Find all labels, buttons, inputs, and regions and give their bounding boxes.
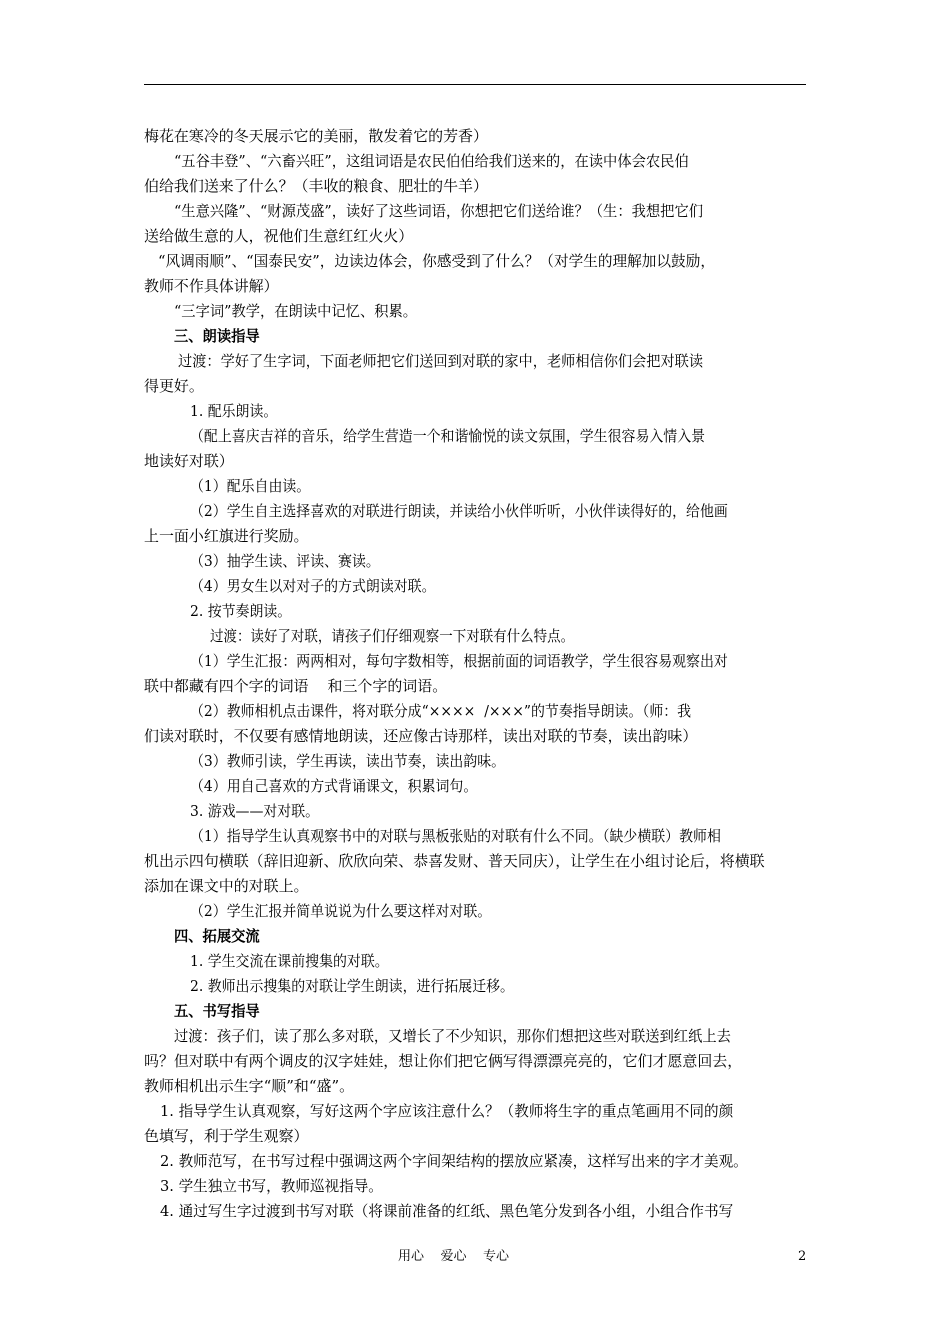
text-line: 过渡：孩子们，读了那么多对联，又增长了不少知识，那你们想把这些对联送到红纸上去: [174, 1027, 731, 1045]
text-line: 4. 通过写生字过渡到书写对联（将课前准备的红纸、黑色笔分发到各小组，小组合作书写: [160, 1202, 734, 1220]
text-line: （2）教师相机点击课件，将对联分成“×××× /×××”的节奏指导朗读。（师：我: [190, 702, 692, 720]
text-line: 1. 配乐朗读。: [190, 402, 278, 420]
text-line: （1）学生汇报：两两相对，每句字数相等，根据前面的词语教学，学生很容易观察出对: [190, 652, 728, 670]
section-heading: 三、朗读指导: [174, 327, 260, 345]
header-rule: [144, 84, 806, 85]
text-line: 2. 教师出示搜集的对联让学生朗读，进行拓展迁移。: [190, 977, 514, 995]
text-line: （1）指导学生认真观察书中的对联与黑板张贴的对联有什么不同。（缺少横联）教师相: [190, 827, 721, 845]
text-line: （4）男女生以对对子的方式朗读对联。: [190, 577, 436, 595]
text-line: （2）学生汇报并简单说说为什么要这样对对联。: [190, 902, 492, 920]
text-line: 上一面小红旗进行奖励。: [144, 527, 309, 545]
text-line: 梅花在寒冷的冬天展示它的美丽，散发着它的芳香）: [144, 127, 488, 145]
text-line: 们读对联时，不仅要有感情地朗读，还应像古诗那样，读出对联的节奏，读出韵味）: [144, 727, 698, 745]
text-line: 色填写，利于学生观察）: [144, 1127, 309, 1145]
text-line: （4）用自己喜欢的方式背诵课文，积累词句。: [190, 777, 478, 795]
text-line: 1. 学生交流在课前搜集的对联。: [190, 952, 389, 970]
text-line: 地读好对联）: [144, 452, 234, 470]
text-line: （3）抽学生读、评读、赛读。: [190, 552, 380, 570]
text-line: 联中都藏有四个字的词语 和三个字的词语。: [144, 677, 448, 695]
text-line: 过渡：读好了对联，请孩子们仔细观察一下对联有什么特点。: [210, 627, 575, 645]
text-line: 3. 游戏——对对联。: [190, 802, 320, 820]
text-line: “五谷丰登”、“六畜兴旺”，这组词语是农民伯伯给我们送来的，在读中体会农民伯: [174, 152, 689, 170]
page-number: 2: [798, 1249, 807, 1264]
text-line: 机出示四句横联（辞旧迎新、欣欣向荣、恭喜发财、普天同庆），让学生在小组讨论后，将横联: [144, 852, 765, 870]
text-line: 送给做生意的人，祝他们生意红红火火）: [144, 227, 414, 245]
text-line: （3）教师引读，学生再读，读出节奏，读出韵味。: [190, 752, 506, 770]
text-line: （配上喜庆吉祥的音乐，给学生营造一个和谐愉悦的读文氛围，学生很容易入情入景: [190, 427, 706, 445]
section-heading: 四、拓展交流: [174, 927, 260, 945]
text-line: 教师相机出示生字“顺”和“盛”。: [144, 1077, 355, 1095]
text-line: “风调雨顺”、“国泰民安”，边读边体会，你感受到了什么？（对学生的理解加以鼓励，: [158, 252, 715, 270]
text-line: “生意兴隆”、“财源茂盛”，读好了这些词语，你想把它们送给谁？（生：我想把它们: [174, 202, 704, 220]
section-heading: 五、书写指导: [174, 1002, 260, 1020]
footer-text: 用心 爱心 专心: [398, 1249, 510, 1264]
text-line: 得更好。: [144, 377, 204, 395]
text-line: “三字词”教学，在朗读中记忆、积累。: [174, 302, 418, 320]
text-line: 吗？但对联中有两个调皮的汉字娃娃，想让你们把它俩写得漂漂亮亮的，它们才愿意回去，: [144, 1052, 743, 1070]
text-line: 3. 学生独立书写，教师巡视指导。: [160, 1177, 383, 1195]
text-line: （1）配乐自由读。: [190, 477, 311, 495]
text-line: 2. 教师范写，在书写过程中强调这两个字间架结构的摆放应紧凑，这样写出来的字才美观。: [160, 1152, 748, 1170]
text-line: 过渡：学好了生字词，下面老师把它们送回到对联的家中，老师相信你们会把对联读: [178, 352, 704, 370]
text-line: 添加在课文中的对联上。: [144, 877, 309, 895]
text-line: 1. 指导学生认真观察，写好这两个字应该注意什么？（教师将生字的重点笔画用不同的颜: [160, 1102, 734, 1120]
text-line: 教师不作具体讲解）: [144, 277, 279, 295]
text-line: 伯给我们送来了什么？（丰收的粮食、肥壮的牛羊）: [144, 177, 488, 195]
text-line: 2. 按节奏朗读。: [190, 602, 292, 620]
text-line: （2）学生自主选择喜欢的对联进行朗读，并读给小伙伴听听，小伙伴读得好的，给他画: [190, 502, 728, 520]
